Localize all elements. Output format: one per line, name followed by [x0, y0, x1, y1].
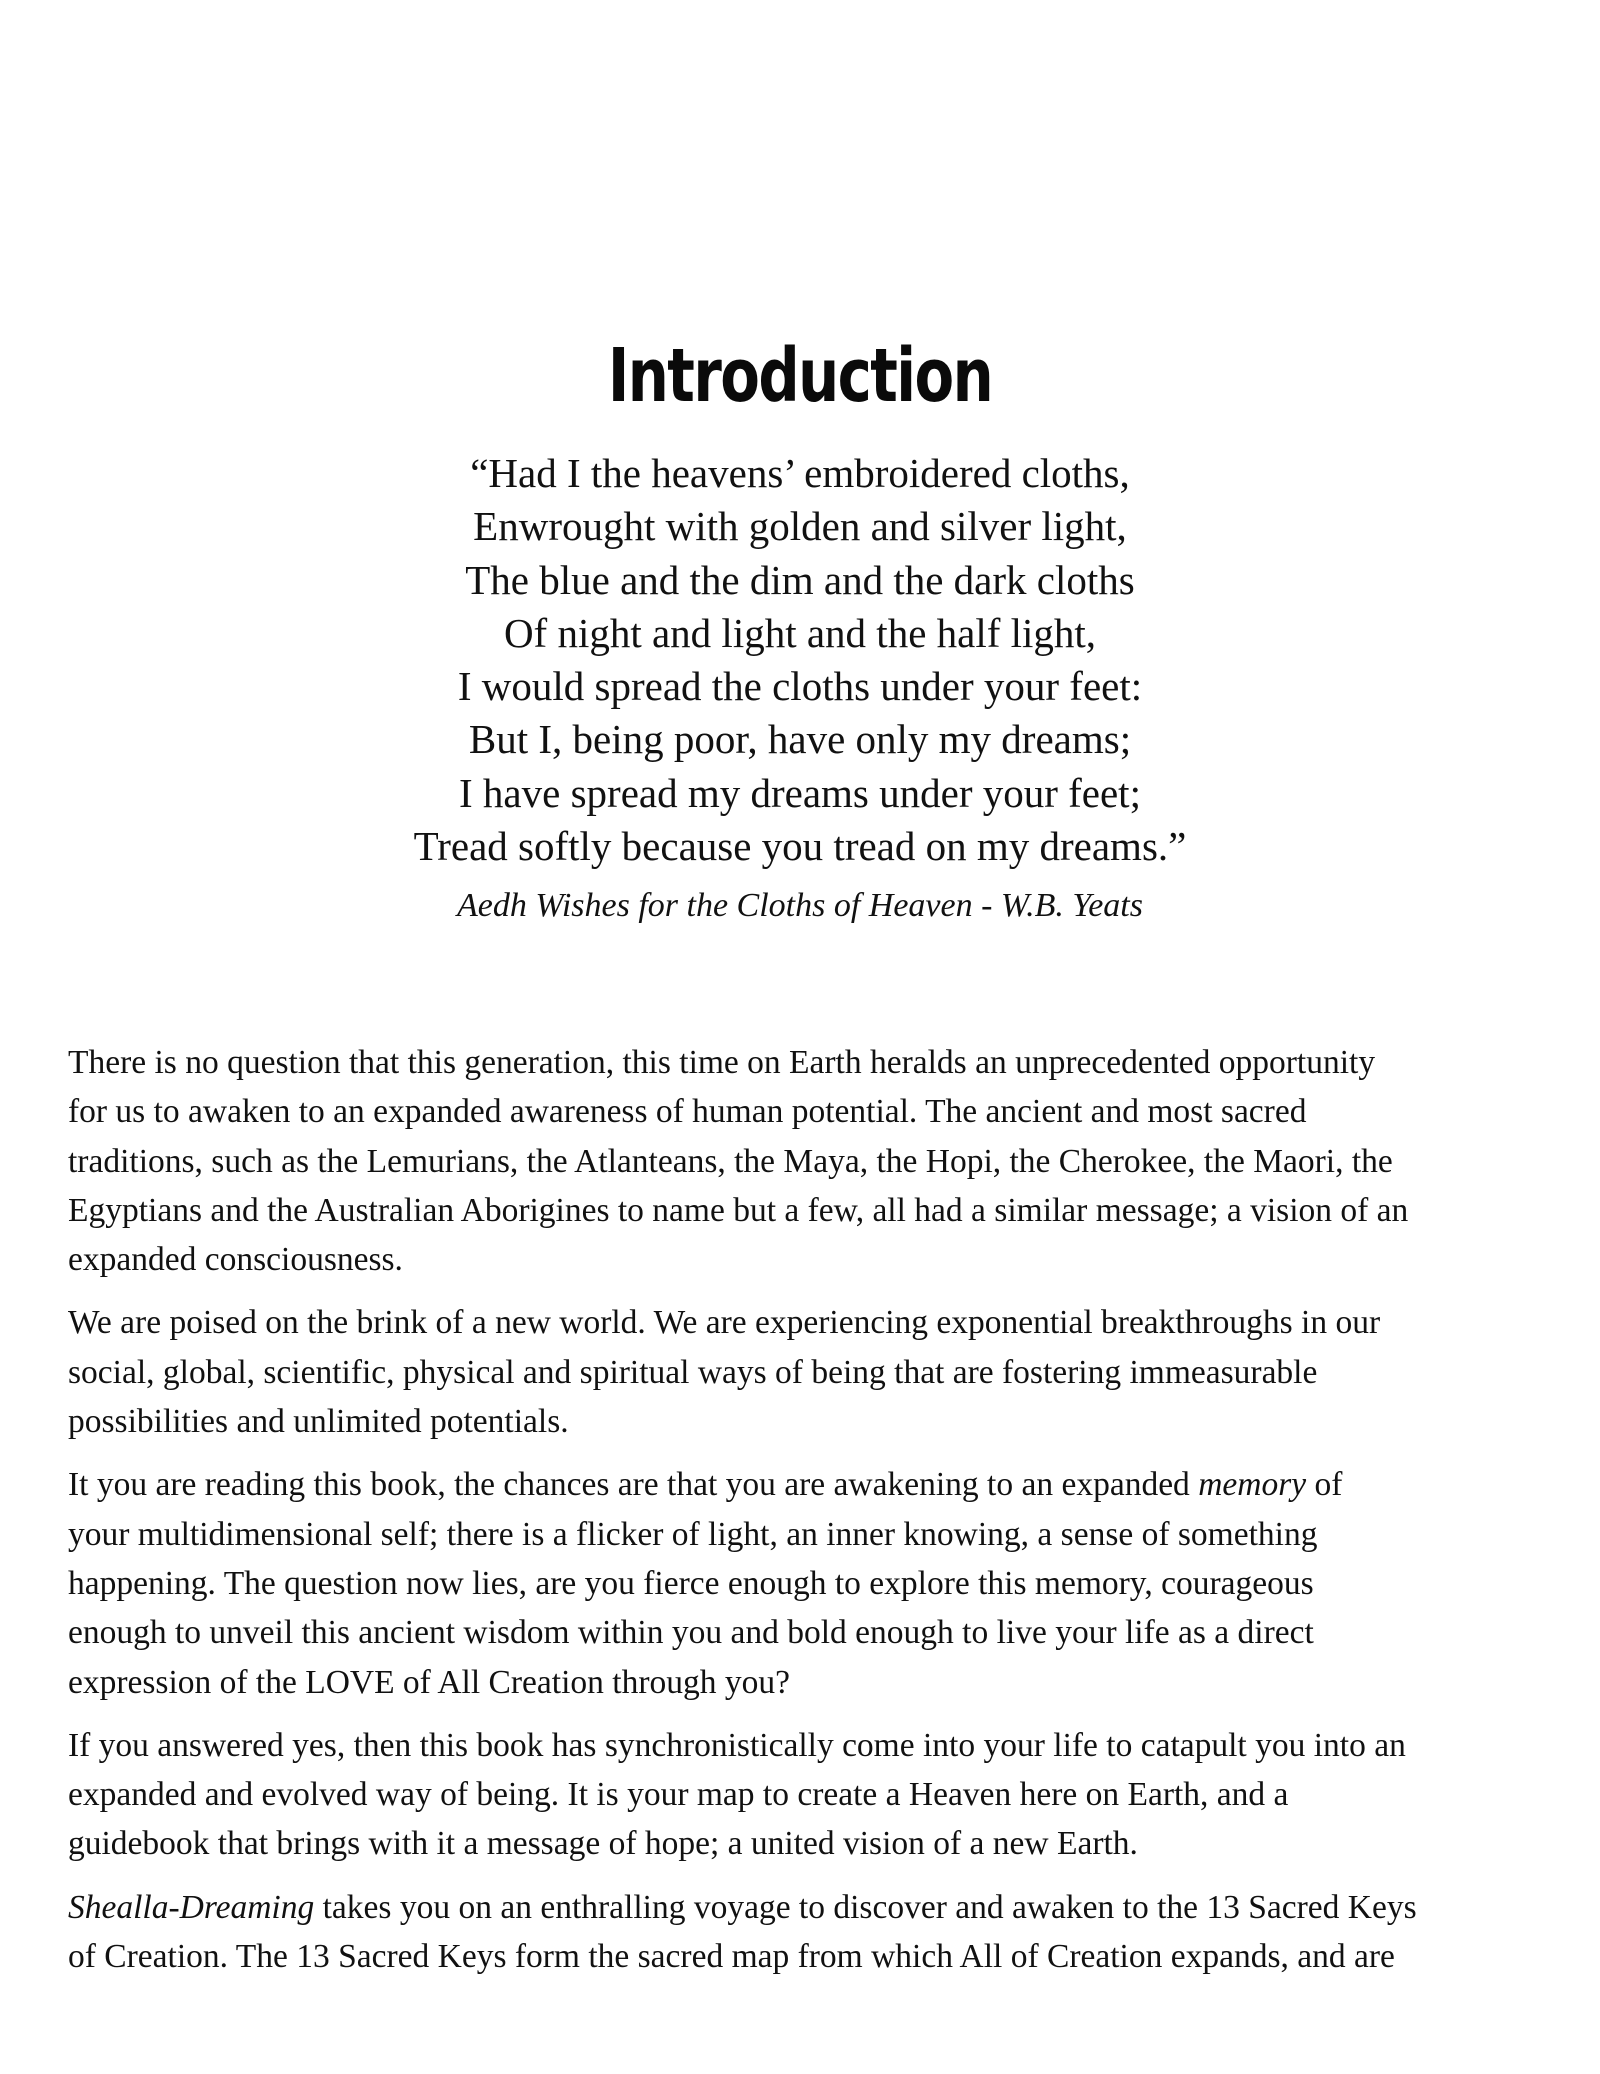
poem-line: I would spread the cloths under your feet:: [457, 663, 1143, 710]
poem-line: “Had I the heavens’ embroidered cloths,: [470, 450, 1130, 496]
page-title: Introduction: [607, 333, 993, 419]
text-line: expanded consciousness.: [68, 1241, 403, 1279]
paragraph-4: [68, 1721, 1538, 1869]
text-line: [68, 1460, 1538, 1509]
text-line: social, global, scientific, physical and spiritual ways of being that are fostering immeasurable: [68, 1353, 1318, 1391]
poem-line: Enwrought with golden and silver light,: [473, 503, 1127, 550]
text-line: enough to unveil this ancient wisdom within you and bold enough to live your life as a direct: [68, 1614, 1314, 1652]
poem-line: Of night and light and the half light,: [503, 609, 1097, 656]
paragraph-1: [68, 1038, 1538, 1284]
emphasis-memory: memory: [1198, 1466, 1307, 1504]
text-line: expression of the LOVE of All Creation through you?: [68, 1663, 790, 1701]
text-line: for us to awaken to an expanded awareness of human potential. The ancient and most sacred: [68, 1093, 1307, 1131]
text-line: We are poised on the brink of a new world. We are experiencing exponential breakthroughs in our: [68, 1304, 1381, 1342]
poem-attribution: Aedh Wishes for the Cloths of Heaven - W.B. Yeats: [457, 887, 1143, 924]
text-line: guidebook that brings with it a message of hope; a united vision of a new Earth.: [68, 1825, 1138, 1863]
poem-line: But I, being poor, have only my dreams;: [468, 716, 1132, 763]
text-line: possibilities and unlimited potentials.: [68, 1403, 569, 1441]
paragraph-2: [68, 1298, 1538, 1446]
text-line: traditions, such as the Lemurians, the Atlanteans, the Maya, the Hopi, the Cherokee, the Maori, the: [68, 1142, 1393, 1180]
poem-line: The blue and the dim and the dark cloths: [465, 556, 1135, 603]
body-text: [68, 1038, 1538, 1995]
text-line: Egyptians and the Australian Aborigines to name but a few, all had a similar message; a vision of an: [68, 1191, 1409, 1229]
paragraph-3: [68, 1460, 1538, 1706]
text-line: of Creation. The 13 Sacred Keys form the sacred map from which All of Creation expands, and are: [68, 1938, 1395, 1976]
text-line: If you answered yes, then this book has synchronistically come into your life to catapult you into an: [68, 1726, 1406, 1764]
text-line: There is no question that this generation, this time on Earth heralds an unprecedented opportunity: [68, 1044, 1376, 1081]
text-segment: takes you on an enthralling voyage to discover and awaken to the 13 Sacred Keys: [314, 1888, 1417, 1926]
poem-line: I have spread my dreams under your feet;: [459, 769, 1141, 816]
text-line: your multidimensional self; there is a flicker of light, an inner knowing, a sense of something: [68, 1515, 1318, 1553]
text-segment: of: [1306, 1466, 1343, 1504]
paragraph-5: [68, 1883, 1538, 1982]
text-segment: It you are reading this book, the chances are that you are awakening to an expanded: [68, 1466, 1199, 1504]
text-line: expanded and evolved way of being. It is your map to create a Heaven here on Earth, and a: [68, 1776, 1289, 1814]
epigraph-poem: [0, 447, 1600, 873]
text-line: [68, 1883, 1538, 1932]
emphasis-book-title: Shealla-Dreaming: [68, 1888, 315, 1926]
text-line: happening. The question now lies, are you fierce enough to explore this memory, courageous: [68, 1564, 1314, 1602]
poem-line: Tread softly because you tread on my dreams.”: [413, 823, 1187, 870]
